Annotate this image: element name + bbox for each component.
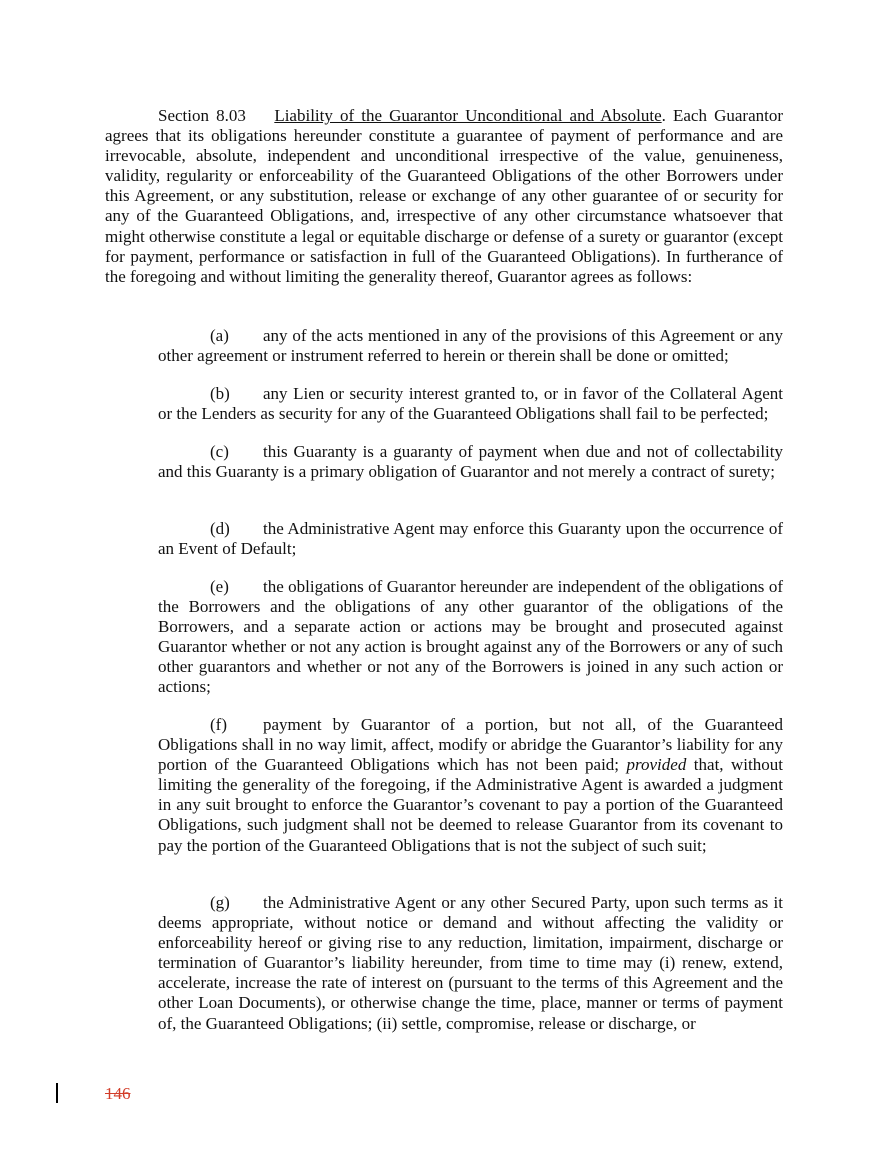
clause-label: (b) [210,384,230,403]
clause-d [158,519,783,559]
clause-c [158,442,783,482]
provided-term: provided [626,755,687,775]
clause-b [158,384,783,424]
clause-label: (a) [210,326,229,345]
clause-g [158,893,783,1034]
clause-e [158,577,783,698]
clause-text: any of the acts mentioned in any of the provisions of this Agreement or any other agreement or instrument referred to herein or therein shall be done or omitted; [158,326,783,366]
clause-label: (f) [210,715,227,734]
clause-text: this Guaranty is a guaranty of payment when due and not of collectability and this Guaranty is a primary obligation of Guarantor and not merely a contract of surety; [158,442,783,482]
clause-label: (d) [210,519,230,538]
clause-label: (e) [210,577,229,596]
clause-text: the Administrative Agent or any other Secured Party, upon such terms as it deems appropriate, without notice or demand and without affecting the validity or enforceability hereof or giving rise to any reduction, limitation, impairment, discharge or termination of Guarantor’s liability hereunder, from time to time may (i) renew, extend, accelerate, increase the rate of interest on (pursuant to the terms of this Agreement and the other Loan Documents), or otherwise change the time, place, manner or terms of payment of, the Guaranteed Obligations; (ii) settle, compromise, release or discharge, or [158,893,783,1033]
page-number: 146 [105,1084,131,1103]
section-number: Section 8.03 [158,106,246,125]
clause-a [158,326,783,366]
section-body: . Each Guarantor agrees that its obligations hereunder constitute a guarantee of payment of performance and are irrevocable, absolute, independent and unconditional irrespective of the value, genuineness, validity, regularity or enforceability of the Guaranteed Obligations of the other Borrowers under this Agreement, or any substitution, release or exchange of any other guarantee of or security for any of the Guaranteed Obligations, and, irrespective of any other circumstance whatsoever that might otherwise constitute a legal or equitable discharge or defense of a surety or guarantor (except for payment, performance or satisfaction in full of the Guaranteed Obligations). In furtherance of the foregoing and without limiting the generality thereof, Guarantor agrees as follows: [105,106,784,286]
clause-text: the obligations of Guarantor hereunder are independent of the obligations of the Borrowers and the obligations of any other guarantor of the obligations of the Borrowers, and a separate action or actions may be brought and prosecuted against Guarantor whether or not any action is brought against any of the Borrowers or any of such other guarantors and whether or not any of the Borrowers is joined in any such action or actions; [158,577,783,697]
clause-label: (c) [210,442,229,461]
section-title: Liability of the Guarantor Unconditional and Absolute [274,106,662,125]
clause-label: (g) [210,893,230,912]
clause-text: payment by Guarantor of a portion, but not all, of the Guaranteed Obligations shall in no way limit, affect, modify or abridge the Guarantor’s liability for any portion of the Guaranteed Obligations which has not been paid; [158,715,783,775]
clause-f [158,715,783,856]
revision-change-bar [56,1083,58,1103]
section-8-03-paragraph [105,106,783,287]
clause-text: any Lien or security interest granted to, or in favor of the Collateral Agent or the Lenders as security for any of the Guaranteed Obligations shall fail to be perfected; [158,384,783,424]
clause-text-continued: that, without limiting the generality of the foregoing, if the Administrative Agent is awarded a judgment in any suit brought to enforce the Guarantor’s covenant to pay a portion of the Guaranteed Obligations, such judgment shall not be deemed to release Guarantor from its covenant to pay the portion of the Guaranteed Obligations that is not the subject of such suit; [158,755,783,855]
clause-text: the Administrative Agent may enforce this Guaranty upon the occurrence of an Event of Default; [158,519,783,559]
